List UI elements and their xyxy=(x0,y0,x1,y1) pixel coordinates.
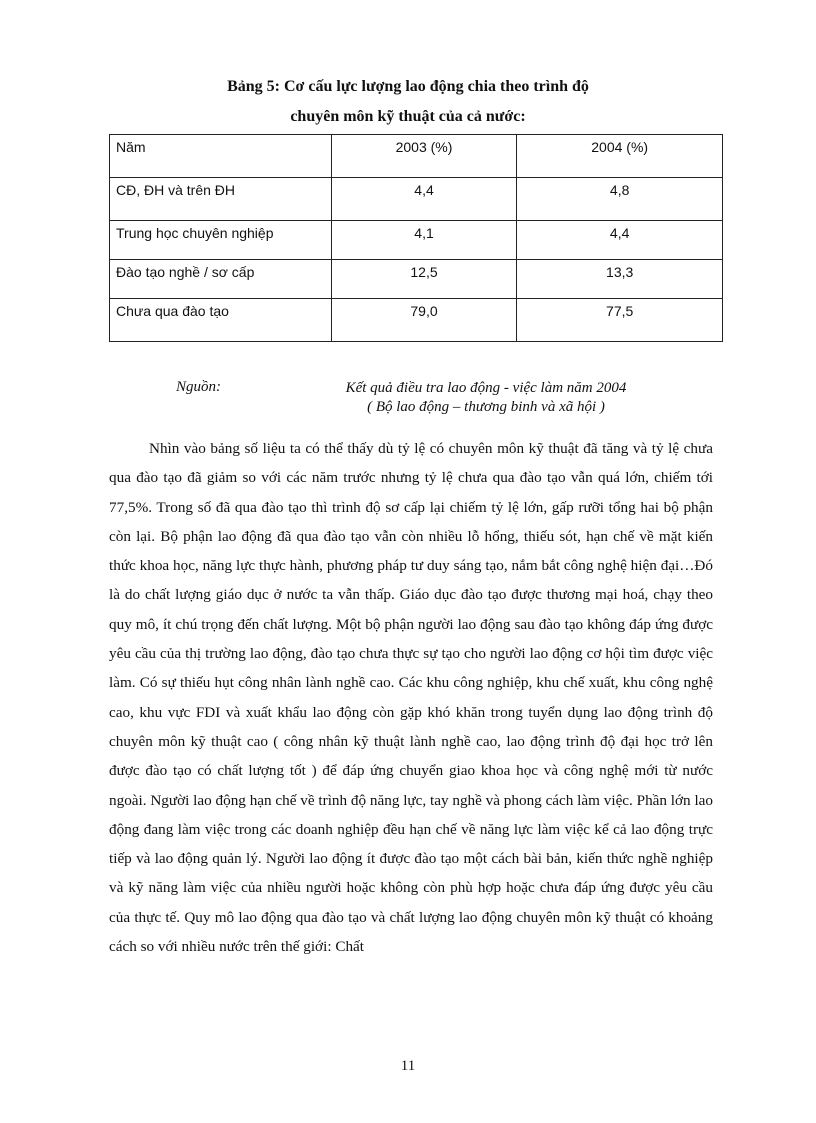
row-value-2004: 13,3 xyxy=(517,260,723,299)
source-line-2: ( Bộ lao động – thương binh và xã hội ) xyxy=(367,399,605,415)
row-value-2004: 4,8 xyxy=(517,178,723,221)
row-value-2003: 4,1 xyxy=(331,221,517,260)
row-label: Chưa qua đào tạo xyxy=(110,299,332,342)
labor-structure-table xyxy=(109,134,723,342)
row-value-2004: 77,5 xyxy=(517,299,723,342)
source-line-1: Kết quả điều tra lao động - việc làm năm 2004 xyxy=(345,380,627,396)
row-label: Trung học chuyên nghiệp xyxy=(110,221,332,260)
page-number: 11 xyxy=(400,1058,416,1074)
body-paragraph: Nhìn vào bảng số liệu ta có thể thấy dù tỷ lệ có chuyên môn kỹ thuật đã tăng và tỷ lệ chưa qua đào tạo đã giảm so với các năm trước nhưng tỷ lệ chưa qua đào tạo vẫn quá lớn, chiếm tới 77,5%. Trong số đã qua đào tạo thì trình độ sơ cấp lại chiếm tỷ lệ lớn, gấp rưỡi tổng hai bộ phận còn lại. Bộ phận lao động đã qua đào tạo vẫn còn nhiều lỗ hổng, thiếu sót, hạn chế về mặt kiến thức khoa học, năng lực thực hành, phương pháp tư duy sáng tạo, nắm bắt công nghệ hiện đại…Đó là do chất lượng giáo dục ở nước ta vẫn thấp. Giáo dục đào tạo được thương mại hoá, chạy theo quy mô, ít chú trọng đến chất lượng. Một bộ phận người lao động sau đào tạo không đáp ứng được yêu cầu của thị trường lao động, đào tạo chưa thực sự tạo cho người lao động cơ hội tìm được việc làm. Có sự thiếu hụt công nhân lành nghề cao. Các khu công nghiệp, khu chế xuất, khu công nghệ cao, khu vực FDI và xuất khẩu lao động còn gặp khó khăn trong tuyển dụng lao động trình độ chuyên môn kỹ thuật cao ( công nhân kỹ thuật lành nghề cao, lao động trình độ đại học trở lên được đào tạo có chất lượng tốt ) để đáp ứng chuyển giao khoa học và công nghệ mới từ nước ngoài. Người lao động hạn chế về trình độ năng lực, tay nghề và phong cách làm việc. Phần lớn lao động đang làm việc trong các doanh nghiệp đều hạn chế về năng lực làm việc kể cả lao động trực tiếp và lao động quản lý. Người lao động ít được đào tạo một cách bài bản, kiến thức nghề nghiệp và kỹ năng làm việc của nhiều người hoặc không còn phù hợp hoặc chưa đáp ứng được yêu cầu của thực tế. Quy mô lao động qua đào tạo và chất lượng lao động chuyên môn kỹ thuật có khoảng cách so với nhiều nước trên thế giới: Chất xyxy=(109,440,714,956)
row-value-2003: 12,5 xyxy=(331,260,517,299)
row-value-2003: 79,0 xyxy=(331,299,517,342)
table-row xyxy=(110,260,723,299)
row-value-2003: 4,4 xyxy=(331,178,517,221)
source-citation xyxy=(306,379,666,417)
table-row xyxy=(110,178,723,221)
header-cell-year: Năm xyxy=(110,135,332,178)
row-value-2004: 4,4 xyxy=(517,221,723,260)
table-header-row xyxy=(110,135,723,178)
row-label: Đào tạo nghề / sơ cấp xyxy=(110,260,332,299)
source-label: Nguồn: xyxy=(176,379,221,395)
table-row xyxy=(110,299,723,342)
row-label: CĐ, ĐH và trên ĐH xyxy=(110,178,332,221)
header-cell-2004: 2004 (%) xyxy=(517,135,723,178)
table-row xyxy=(110,221,723,260)
table-title-line-2: chuyên môn kỹ thuật của cả nước: xyxy=(290,108,526,125)
header-cell-2003: 2003 (%) xyxy=(331,135,517,178)
table-title-line-1: Bảng 5: Cơ cấu lực lượng lao động chia theo trình độ xyxy=(227,78,589,95)
